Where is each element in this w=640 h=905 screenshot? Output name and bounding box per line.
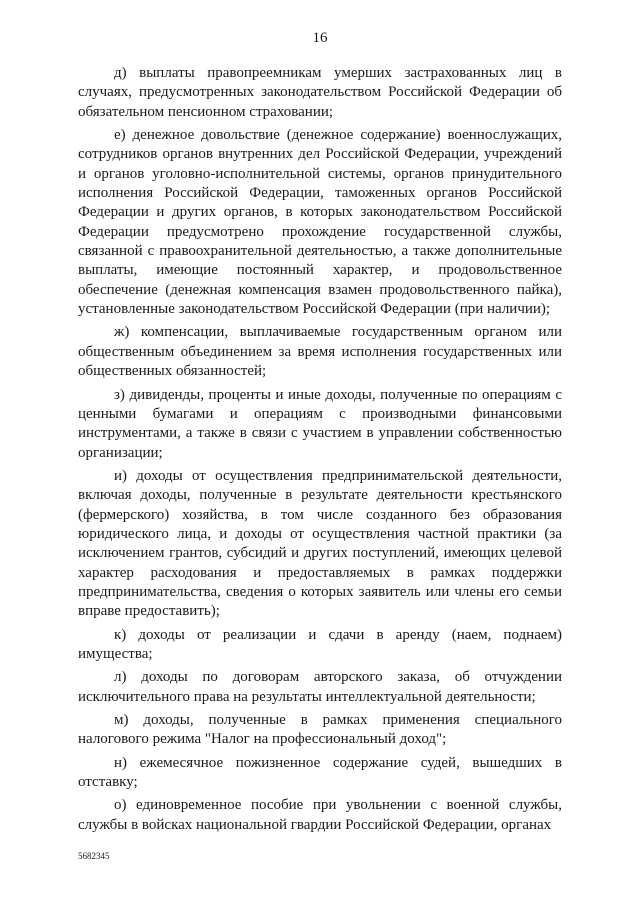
paragraph-zh: ж) компенсации, выплачиваемые государственным органом или общественным объединением за время исполнения государственных или общественных обязанностей; (78, 324, 562, 380)
paragraph-e: е) денежное довольствие (денежное содержание) военнослужащих, сотрудников органов внутренних дел Российской Федерации, учреждений и органов уголовно-исполнительной системы, органов принудительного исполнения Российской Федерации, таможенных органов Российской Федерации и других органов, в которых законодательством Российской Федерации предусмотрено прохождение государственной службы, связанной с правоохранительной деятельностью, а также дополнительные выплаты, имеющие постоянный характер, и продовольственное обеспечение (денежная компенсация взамен продовольственного пайка), установленные законодательством Российской Федерации (при наличии); (78, 127, 562, 318)
document-body (78, 64, 562, 839)
paragraph-m: м) доходы, полученные в рамках применения специального налогового режима "Налог на профессиональный доход"; (78, 712, 562, 748)
paragraph-k: к) доходы от реализации и сдачи в аренду (наем, поднаем) имущества; (78, 626, 562, 662)
paragraph-n: н) ежемесячное пожизненное содержание судей, вышедших в отставку; (78, 754, 562, 791)
paragraph-z: з) дивиденды, проценты и иные доходы, полученные по операциям с ценными бумагами и операциям с производными финансовыми инструментами, а также в связи с участием в управлении собственностью организации; (78, 386, 562, 461)
paragraph-o: о) единовременное пособие при увольнении с военной службы, службы в войсках национальной гвардии Российской Федерации, органах (78, 797, 562, 833)
paragraph-i: и) доходы от осуществления предпринимательской деятельности, включая доходы, полученные в результате деятельности крестьянского (фермерского) хозяйства, в том числе созданного без образования юридического лица, и доходы от осуществления частной практики (за исключением грантов, субсидий и других поступлений, имеющих целевой характер расходования и предоставляемых в рамках поддержки предпринимательства, сведения о которых заявитель или члены его семьи вправе предоставить); (78, 467, 562, 620)
page-number: 16 (312, 30, 328, 46)
paragraph-d: д) выплаты правопреемникам умерших застрахованных лиц в случаях, предусмотренных законодательством Российской Федерации об обязательном пенсионном страховании; (78, 65, 562, 120)
paragraph-l: л) доходы по договорам авторского заказа, об отчуждении исключительного права на результаты интеллектуальной деятельности; (78, 669, 562, 705)
document-id: 5682345 (78, 851, 110, 861)
